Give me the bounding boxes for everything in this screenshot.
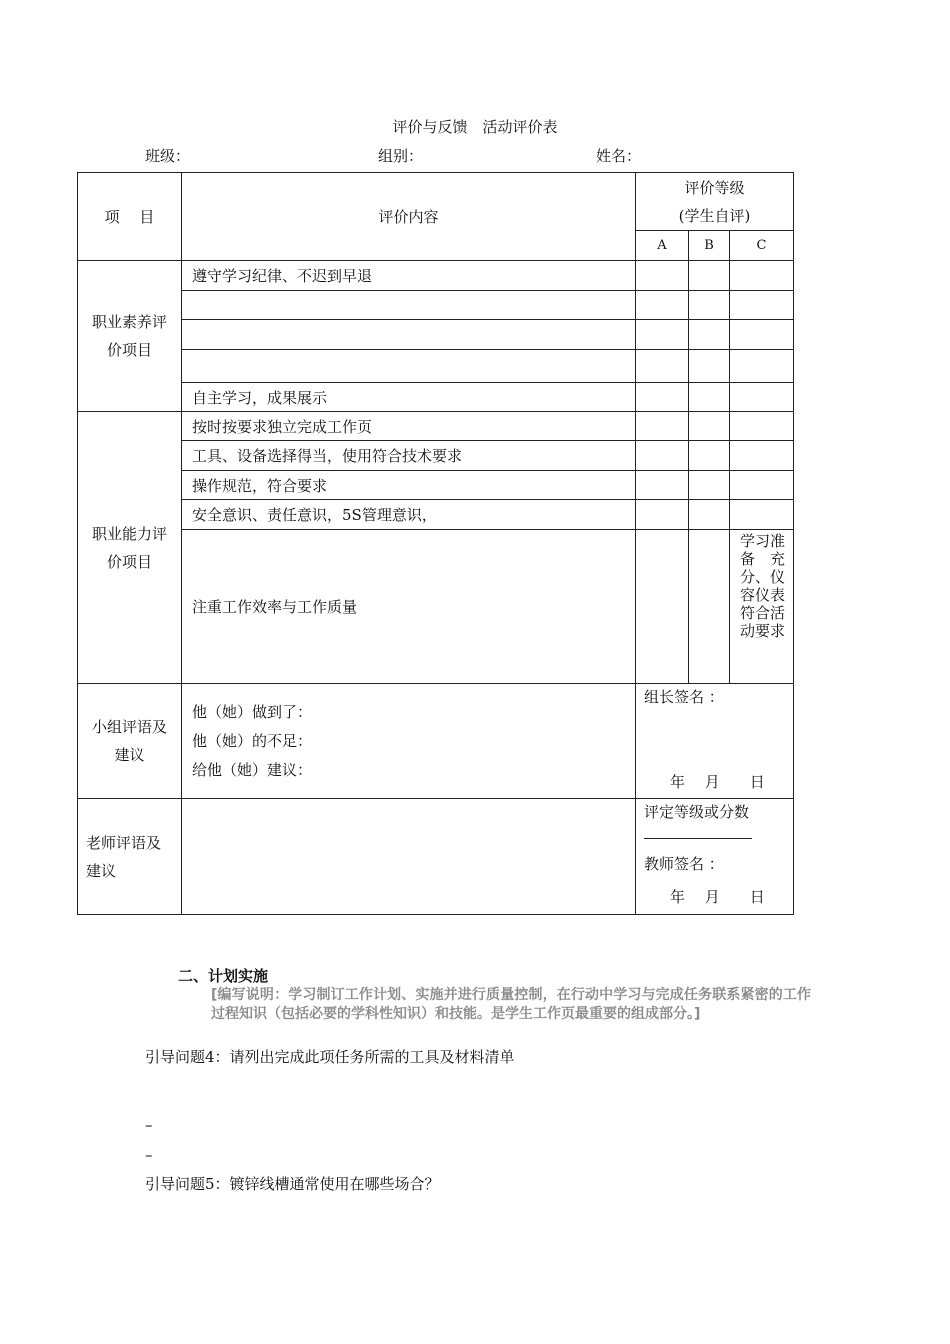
grade-c-cell[interactable]: [730, 350, 794, 383]
grade-a-cell[interactable]: [636, 383, 689, 412]
teacher-comment-content[interactable]: [182, 799, 636, 915]
name-label: 姓名：: [596, 147, 642, 165]
grade-c-cell[interactable]: [730, 500, 794, 530]
grade-b-cell[interactable]: [689, 412, 730, 441]
grade-b-cell[interactable]: [689, 500, 730, 530]
group-comment-content[interactable]: [182, 684, 636, 799]
grade-c-cell[interactable]: [730, 441, 794, 471]
grade-a-cell[interactable]: [636, 350, 689, 383]
grade-blank-line[interactable]: [644, 837, 752, 839]
grade-c-cell[interactable]: [730, 412, 794, 441]
header-content: 评价内容: [182, 173, 636, 261]
writing-note: [编写说明：学习制订工作计划、实施并进行质量控制，在行动中学习与完成任务联系紧密的工作过程知识（包括必要的学科性知识）和技能。是学生工作页最重要的组成部分。]: [211, 987, 811, 1022]
grade-b-header: B: [689, 231, 730, 261]
grade-c-header: C: [730, 231, 794, 261]
grade-a-cell[interactable]: [636, 530, 689, 684]
header-grade-title: 评价等级: [684, 178, 745, 197]
header-grade: [636, 173, 794, 231]
grade-c-cell[interactable]: [730, 383, 794, 412]
table-row: 工具、设备选择得当，使用符合技术要求: [182, 441, 636, 471]
section-title: 二、计划实施: [178, 967, 269, 985]
teacher-signature-cell[interactable]: [636, 799, 794, 915]
grade-a-cell[interactable]: [636, 412, 689, 441]
grade-a-cell[interactable]: [636, 500, 689, 530]
evaluation-table: [77, 172, 794, 915]
group-leader-signature: 组长签名 ：: [644, 688, 724, 706]
table-row: 操作规范，符合要求: [182, 471, 636, 500]
table-row: [182, 291, 636, 320]
header-grade-subtitle: (学生自评): [678, 206, 751, 225]
grade-c-cell[interactable]: [730, 471, 794, 500]
grade-b-cell[interactable]: [689, 383, 730, 412]
grade-a-cell[interactable]: [636, 320, 689, 350]
grade-b-cell[interactable]: [689, 471, 730, 500]
grade-c-cell[interactable]: [730, 291, 794, 320]
grade-c-cell[interactable]: [730, 261, 794, 291]
grade-a-header: A: [636, 231, 689, 261]
teacher-date: 年 月 日: [670, 888, 765, 906]
grade-b-cell[interactable]: [689, 320, 730, 350]
table-row: 按时按要求独立完成工作页: [182, 412, 636, 441]
group-signature-cell[interactable]: [636, 684, 794, 799]
grade-a-cell[interactable]: [636, 291, 689, 320]
answer-line[interactable]: –: [145, 1146, 153, 1164]
header-item: 项 目: [78, 173, 182, 261]
table-row: 遵守学习纪律、不迟到早退: [182, 261, 636, 291]
teacher-grade-label: 评定等级或分数: [644, 803, 750, 821]
table-row: 安全意识、责任意识，5S管理意识，: [182, 500, 636, 530]
grade-b-cell[interactable]: [689, 261, 730, 291]
teacher-comment-label: 老师评语及建议: [78, 799, 182, 915]
teacher-signature: 教师签名 ：: [644, 855, 724, 873]
class-label: 班级：: [145, 147, 191, 165]
grade-a-cell[interactable]: [636, 441, 689, 471]
grade-b-cell[interactable]: [689, 291, 730, 320]
table-row: [182, 320, 636, 350]
grade-a-cell[interactable]: [636, 471, 689, 500]
grade-b-cell[interactable]: [689, 350, 730, 383]
guide-question-5: 引导问题5：镀锌线槽通常使用在哪些场合？: [145, 1175, 440, 1193]
group-comment-label: 小组评语及建议: [78, 684, 182, 799]
grade-c-cell[interactable]: [730, 320, 794, 350]
section1-label: 职业素养评价项目: [78, 261, 182, 412]
grade-a-cell[interactable]: [636, 261, 689, 291]
group-label: 组别：: [378, 147, 424, 165]
table-row: 自主学习，成果展示: [182, 383, 636, 412]
guide-question-4: 引导问题4：请列出完成此项任务所需的工具及材料清单: [145, 1048, 515, 1066]
grade-b-cell[interactable]: [689, 441, 730, 471]
group-shortcoming: 他（她）的不足：: [192, 731, 313, 750]
table-row: 注重工作效率与工作质量: [182, 530, 636, 684]
readiness-note: 学习准备充分、仪容仪表符合活动要求: [730, 530, 794, 684]
group-did-well: 他（她）做到了：: [192, 702, 313, 721]
page-title: 评价与反馈 活动评价表: [392, 118, 558, 136]
grade-b-cell[interactable]: [689, 530, 730, 684]
answer-line[interactable]: –: [145, 1116, 153, 1134]
group-date: 年 月 日: [670, 773, 765, 791]
group-suggestion: 给他（她）建议：: [192, 760, 313, 779]
section2-label: 职业能力评价项目: [78, 412, 182, 684]
table-row: [182, 350, 636, 383]
